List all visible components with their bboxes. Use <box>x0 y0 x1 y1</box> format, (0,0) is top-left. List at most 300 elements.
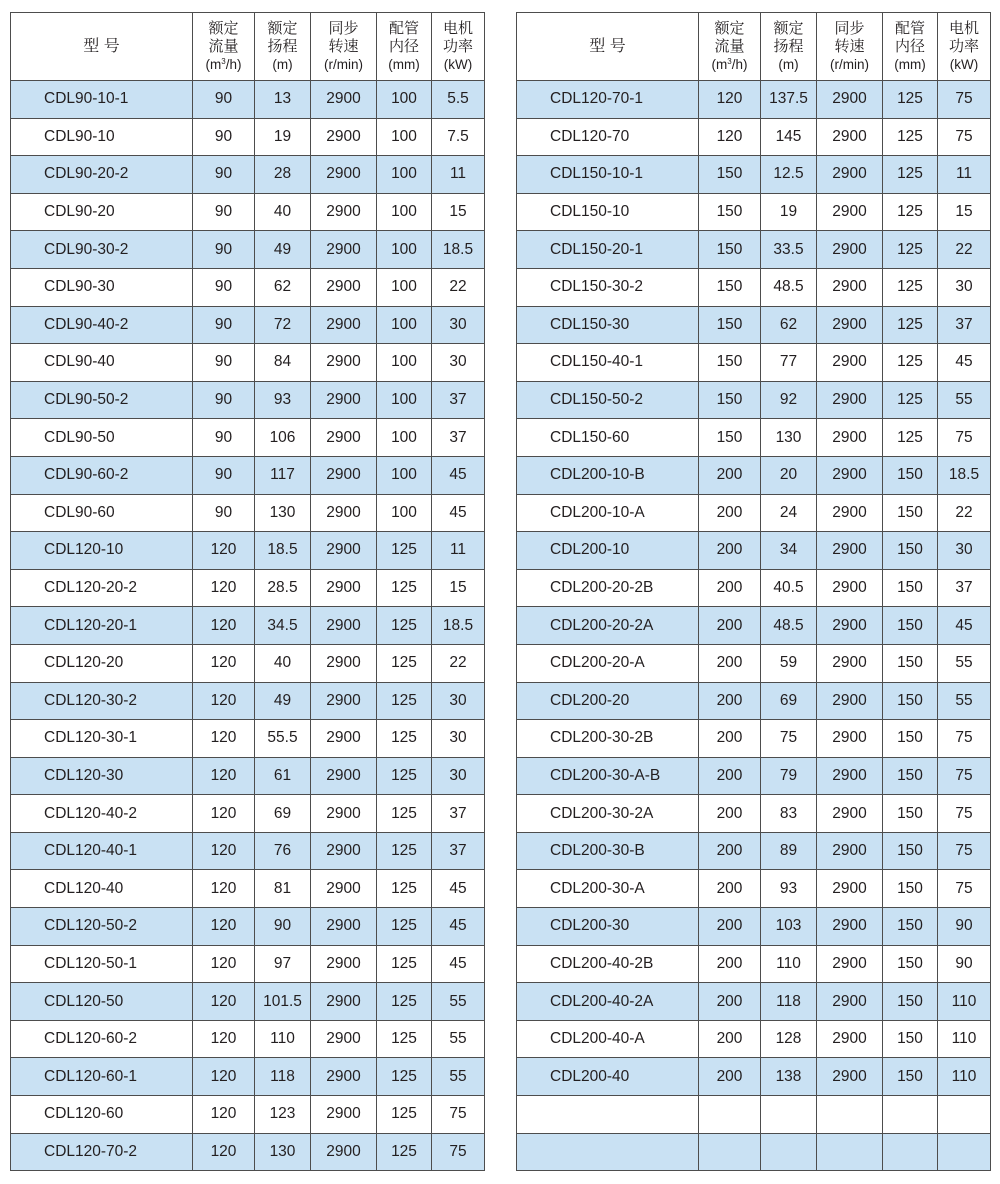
table-row <box>11 644 485 682</box>
cell-model: CDL120-60-2 <box>11 1020 193 1058</box>
table-row <box>517 419 991 457</box>
cell-model: CDL120-70-1 <box>517 81 699 119</box>
table-row <box>517 532 991 570</box>
table-row <box>11 1020 485 1058</box>
cell-pipe: 125 <box>377 1133 432 1171</box>
cell-speed: 2900 <box>817 344 883 382</box>
cell-pipe: 100 <box>377 494 432 532</box>
cell-power: 75 <box>432 1096 485 1134</box>
table-row <box>11 720 485 758</box>
cell-head: 106 <box>255 419 311 457</box>
cell-speed: 2900 <box>817 231 883 269</box>
cell-model: CDL200-30 <box>517 908 699 946</box>
cell-power: 75 <box>938 81 991 119</box>
cell-head: 24 <box>761 494 817 532</box>
cell-speed: 2900 <box>311 419 377 457</box>
cell-flow: 120 <box>193 532 255 570</box>
cell-flow: 150 <box>699 344 761 382</box>
cell-pipe: 150 <box>883 870 938 908</box>
cell-head: 79 <box>761 757 817 795</box>
cell-head: 97 <box>255 945 311 983</box>
header-speed: 同步 转速 (r/min) <box>817 13 883 81</box>
table-row <box>517 456 991 494</box>
cell-model: CDL200-30-A-B <box>517 757 699 795</box>
cell-power: 45 <box>432 908 485 946</box>
cell-speed: 2900 <box>311 118 377 156</box>
cell-speed: 2900 <box>311 1133 377 1171</box>
cell-pipe: 125 <box>377 682 432 720</box>
cell-flow: 120 <box>699 118 761 156</box>
cell-speed: 2900 <box>817 757 883 795</box>
cell-power: 15 <box>938 193 991 231</box>
table-row <box>517 231 991 269</box>
cell-model: CDL120-30 <box>11 757 193 795</box>
cell-speed: 2900 <box>311 1058 377 1096</box>
cell-flow: 200 <box>699 532 761 570</box>
cell-speed: 2900 <box>817 494 883 532</box>
table-row <box>11 81 485 119</box>
cell-flow: 90 <box>193 81 255 119</box>
cell-head: 20 <box>761 456 817 494</box>
cell-speed <box>817 1133 883 1171</box>
cell-model: CDL200-10 <box>517 532 699 570</box>
cell-flow: 200 <box>699 682 761 720</box>
cell-power: 18.5 <box>938 456 991 494</box>
cell-pipe <box>883 1133 938 1171</box>
cell-flow: 120 <box>193 1058 255 1096</box>
cell-pipe: 150 <box>883 757 938 795</box>
cell-speed: 2900 <box>817 569 883 607</box>
cell-speed: 2900 <box>817 306 883 344</box>
cell-model: CDL120-50-2 <box>11 908 193 946</box>
cell-power: 22 <box>432 268 485 306</box>
cell-pipe: 125 <box>883 419 938 457</box>
cell-speed: 2900 <box>817 682 883 720</box>
cell-head: 40.5 <box>761 569 817 607</box>
table-row <box>517 795 991 833</box>
cell-speed: 2900 <box>311 795 377 833</box>
table-row <box>11 306 485 344</box>
cell-flow: 200 <box>699 456 761 494</box>
cell-head: 103 <box>761 908 817 946</box>
cell-flow: 200 <box>699 983 761 1021</box>
cell-speed: 2900 <box>817 156 883 194</box>
cell-flow: 120 <box>193 832 255 870</box>
cell-flow: 90 <box>193 456 255 494</box>
cell-model: CDL120-20 <box>11 644 193 682</box>
cell-head: 49 <box>255 682 311 720</box>
cell-speed: 2900 <box>311 344 377 382</box>
cell-pipe: 150 <box>883 494 938 532</box>
header-head: 额定 扬程 (m) <box>761 13 817 81</box>
cell-pipe: 125 <box>883 156 938 194</box>
cell-model: CDL200-20-2A <box>517 607 699 645</box>
cell-head: 12.5 <box>761 156 817 194</box>
cell-head: 69 <box>761 682 817 720</box>
cell-power <box>938 1096 991 1134</box>
cell-flow <box>699 1133 761 1171</box>
cell-pipe: 150 <box>883 569 938 607</box>
cell-speed: 2900 <box>817 381 883 419</box>
table-row <box>11 908 485 946</box>
cell-model: CDL120-20-1 <box>11 607 193 645</box>
cell-speed: 2900 <box>311 1020 377 1058</box>
cell-model: CDL200-20-2B <box>517 569 699 607</box>
cell-pipe: 150 <box>883 795 938 833</box>
table-row <box>11 682 485 720</box>
cell-head: 48.5 <box>761 268 817 306</box>
cell-pipe: 125 <box>883 231 938 269</box>
cell-flow: 200 <box>699 757 761 795</box>
cell-model: CDL150-50-2 <box>517 381 699 419</box>
table-row <box>517 118 991 156</box>
cell-head: 40 <box>255 193 311 231</box>
table-row <box>517 344 991 382</box>
cell-head: 76 <box>255 832 311 870</box>
cell-pipe: 125 <box>377 644 432 682</box>
table-row <box>517 983 991 1021</box>
cell-pipe: 150 <box>883 832 938 870</box>
cell-speed: 2900 <box>817 532 883 570</box>
table-row <box>11 1096 485 1134</box>
cell-model: CDL200-20-A <box>517 644 699 682</box>
cell-head: 137.5 <box>761 81 817 119</box>
cell-pipe: 100 <box>377 344 432 382</box>
table-row <box>11 193 485 231</box>
table-row <box>11 494 485 532</box>
cell-head: 118 <box>255 1058 311 1096</box>
cell-flow: 200 <box>699 607 761 645</box>
header-flow: 额定 流量 $(m^3/h)$ <box>699 13 761 81</box>
cell-flow: 90 <box>193 344 255 382</box>
cell-speed: 2900 <box>817 908 883 946</box>
cell-pipe: 125 <box>883 193 938 231</box>
cell-power: 18.5 <box>432 231 485 269</box>
cell-flow: 120 <box>193 795 255 833</box>
cell-flow: 90 <box>193 381 255 419</box>
cell-pipe: 100 <box>377 193 432 231</box>
table-row <box>11 607 485 645</box>
cell-model: CDL200-30-A <box>517 870 699 908</box>
cell-flow: 200 <box>699 945 761 983</box>
table-row <box>517 720 991 758</box>
cell-speed: 2900 <box>817 81 883 119</box>
header-head: 额定 扬程 (m) <box>255 13 311 81</box>
cell-speed: 2900 <box>311 381 377 419</box>
cell-power: 55 <box>938 381 991 419</box>
cell-flow: 90 <box>193 156 255 194</box>
cell-head: 93 <box>255 381 311 419</box>
cell-pipe: 125 <box>377 945 432 983</box>
cell-pipe: 125 <box>377 720 432 758</box>
cell-model: CDL150-10 <box>517 193 699 231</box>
cell-speed: 2900 <box>311 682 377 720</box>
cell-pipe: 150 <box>883 908 938 946</box>
table-row <box>517 306 991 344</box>
cell-head: 101.5 <box>255 983 311 1021</box>
cell-power: 15 <box>432 193 485 231</box>
cell-flow: 90 <box>193 118 255 156</box>
cell-power: 75 <box>938 795 991 833</box>
cell-pipe: 100 <box>377 306 432 344</box>
cell-pipe: 100 <box>377 381 432 419</box>
cell-head: 93 <box>761 870 817 908</box>
table-body-right <box>517 81 991 1171</box>
cell-power: 45 <box>432 456 485 494</box>
cell-model: CDL120-30-1 <box>11 720 193 758</box>
cell-model: CDL120-60 <box>11 1096 193 1134</box>
cell-speed: 2900 <box>311 81 377 119</box>
cell-power: 45 <box>938 344 991 382</box>
cell-head: 81 <box>255 870 311 908</box>
table-row <box>517 607 991 645</box>
cell-speed: 2900 <box>311 156 377 194</box>
cell-model: CDL150-30 <box>517 306 699 344</box>
table-row <box>11 945 485 983</box>
cell-power: 18.5 <box>432 607 485 645</box>
cell-pipe: 100 <box>377 456 432 494</box>
cell-model: CDL90-60 <box>11 494 193 532</box>
cell-pipe: 100 <box>377 81 432 119</box>
table-row <box>11 381 485 419</box>
cell-head: 110 <box>761 945 817 983</box>
cell-model: CDL200-40-2A <box>517 983 699 1021</box>
cell-power: 30 <box>938 268 991 306</box>
cell-flow: 90 <box>193 494 255 532</box>
cell-head: 40 <box>255 644 311 682</box>
cell-model: CDL200-10-A <box>517 494 699 532</box>
cell-model: CDL120-10 <box>11 532 193 570</box>
cell-pipe: 125 <box>377 569 432 607</box>
cell-power: 37 <box>432 419 485 457</box>
table-header-row <box>11 13 485 81</box>
cell-speed: 2900 <box>817 268 883 306</box>
cell-power: 75 <box>938 720 991 758</box>
cell-model: CDL120-70-2 <box>11 1133 193 1171</box>
cell-flow: 90 <box>193 306 255 344</box>
cell-flow: 120 <box>193 607 255 645</box>
cell-flow: 150 <box>699 156 761 194</box>
cell-model: CDL200-40 <box>517 1058 699 1096</box>
cell-power: 45 <box>432 945 485 983</box>
table-row <box>517 682 991 720</box>
cell-power: 37 <box>432 795 485 833</box>
cell-power: 55 <box>432 1058 485 1096</box>
cell-pipe: 150 <box>883 720 938 758</box>
cell-pipe: 150 <box>883 945 938 983</box>
cell-power: 37 <box>432 832 485 870</box>
cell-pipe: 100 <box>377 268 432 306</box>
table-row <box>517 870 991 908</box>
cell-model: CDL150-10-1 <box>517 156 699 194</box>
cell-head: 77 <box>761 344 817 382</box>
cell-flow: 200 <box>699 1058 761 1096</box>
cell-power: 7.5 <box>432 118 485 156</box>
cell-flow: 90 <box>193 193 255 231</box>
cell-head: 138 <box>761 1058 817 1096</box>
cell-speed: 2900 <box>311 1096 377 1134</box>
header-flow: 额定 流量 $(m^3/h)$ <box>193 13 255 81</box>
cell-model: CDL200-40-A <box>517 1020 699 1058</box>
cell-model: CDL150-40-1 <box>517 344 699 382</box>
cell-flow: 90 <box>193 419 255 457</box>
cell-power: 37 <box>432 381 485 419</box>
cell-speed: 2900 <box>311 193 377 231</box>
cell-model: CDL90-30 <box>11 268 193 306</box>
cell-pipe: 150 <box>883 1058 938 1096</box>
cell-speed: 2900 <box>817 193 883 231</box>
cell-speed: 2900 <box>817 720 883 758</box>
table-row <box>517 81 991 119</box>
table-row <box>11 532 485 570</box>
table-row <box>11 456 485 494</box>
cell-head: 110 <box>255 1020 311 1058</box>
cell-power: 55 <box>432 1020 485 1058</box>
cell-pipe: 100 <box>377 231 432 269</box>
cell-flow <box>699 1096 761 1134</box>
cell-head: 28 <box>255 156 311 194</box>
table-row <box>517 908 991 946</box>
cell-flow: 120 <box>193 870 255 908</box>
cell-flow: 200 <box>699 832 761 870</box>
cell-flow: 200 <box>699 569 761 607</box>
cell-head: 123 <box>255 1096 311 1134</box>
table-row <box>517 1096 991 1134</box>
cell-head: 62 <box>255 268 311 306</box>
cell-head: 62 <box>761 306 817 344</box>
cell-model: CDL200-40-2B <box>517 945 699 983</box>
cell-power: 110 <box>938 1020 991 1058</box>
spec-table-right <box>516 12 991 1171</box>
cell-power: 30 <box>432 682 485 720</box>
cell-speed: 2900 <box>311 832 377 870</box>
cell-head: 72 <box>255 306 311 344</box>
cell-flow: 120 <box>193 983 255 1021</box>
table-row <box>517 1133 991 1171</box>
cell-power: 30 <box>938 532 991 570</box>
cell-flow: 150 <box>699 193 761 231</box>
header-model: 型 号 <box>11 13 193 81</box>
cell-speed <box>817 1096 883 1134</box>
cell-speed: 2900 <box>311 644 377 682</box>
cell-power: 11 <box>938 156 991 194</box>
cell-model: CDL120-50 <box>11 983 193 1021</box>
cell-power: 55 <box>432 983 485 1021</box>
cell-model: CDL120-40-2 <box>11 795 193 833</box>
table-row <box>11 268 485 306</box>
cell-model: CDL90-20-2 <box>11 156 193 194</box>
cell-power: 22 <box>938 231 991 269</box>
cell-model: CDL90-10-1 <box>11 81 193 119</box>
table-row <box>11 231 485 269</box>
cell-model: CDL120-30-2 <box>11 682 193 720</box>
cell-pipe: 125 <box>377 607 432 645</box>
table-row <box>11 870 485 908</box>
table-row <box>517 494 991 532</box>
cell-speed: 2900 <box>311 983 377 1021</box>
cell-speed: 2900 <box>817 945 883 983</box>
cell-speed: 2900 <box>311 268 377 306</box>
cell-model: CDL90-20 <box>11 193 193 231</box>
cell-head: 128 <box>761 1020 817 1058</box>
cell-head: 13 <box>255 81 311 119</box>
cell-power: 55 <box>938 682 991 720</box>
header-model: 型 号 <box>517 13 699 81</box>
table-header-row <box>517 13 991 81</box>
cell-power: 90 <box>938 908 991 946</box>
cell-speed: 2900 <box>311 456 377 494</box>
cell-flow: 150 <box>699 419 761 457</box>
cell-head: 69 <box>255 795 311 833</box>
cell-speed: 2900 <box>311 569 377 607</box>
cell-flow: 200 <box>699 870 761 908</box>
table-row <box>517 381 991 419</box>
table-row <box>517 1058 991 1096</box>
cell-pipe: 125 <box>377 757 432 795</box>
table-row <box>517 757 991 795</box>
header-power: 电机 功率 (kW) <box>432 13 485 81</box>
cell-head: 61 <box>255 757 311 795</box>
table-row <box>11 832 485 870</box>
cell-power: 90 <box>938 945 991 983</box>
cell-pipe: 150 <box>883 983 938 1021</box>
cell-head: 130 <box>761 419 817 457</box>
cell-speed: 2900 <box>817 644 883 682</box>
cell-head: 34.5 <box>255 607 311 645</box>
cell-head: 90 <box>255 908 311 946</box>
cell-head: 19 <box>255 118 311 156</box>
cell-head: 19 <box>761 193 817 231</box>
cell-power: 5.5 <box>432 81 485 119</box>
cell-model: CDL120-60-1 <box>11 1058 193 1096</box>
cell-model: CDL90-40 <box>11 344 193 382</box>
cell-power <box>938 1133 991 1171</box>
table-row <box>517 644 991 682</box>
table-body-left <box>11 81 485 1171</box>
cell-pipe: 125 <box>883 81 938 119</box>
cell-pipe: 150 <box>883 456 938 494</box>
cell-head: 145 <box>761 118 817 156</box>
cell-pipe: 125 <box>377 795 432 833</box>
cell-speed: 2900 <box>817 832 883 870</box>
cell-head <box>761 1096 817 1134</box>
cell-speed: 2900 <box>311 494 377 532</box>
cell-model: CDL150-20-1 <box>517 231 699 269</box>
cell-power: 30 <box>432 306 485 344</box>
cell-pipe: 125 <box>377 1058 432 1096</box>
cell-pipe: 125 <box>377 908 432 946</box>
cell-model: CDL120-40-1 <box>11 832 193 870</box>
cell-pipe: 125 <box>883 118 938 156</box>
cell-power: 55 <box>938 644 991 682</box>
cell-flow: 200 <box>699 494 761 532</box>
table-row <box>517 832 991 870</box>
cell-power: 45 <box>938 607 991 645</box>
cell-model: CDL120-40 <box>11 870 193 908</box>
cell-model: CDL200-30-B <box>517 832 699 870</box>
cell-flow: 120 <box>193 569 255 607</box>
cell-pipe: 125 <box>377 532 432 570</box>
cell-speed: 2900 <box>311 757 377 795</box>
cell-power: 22 <box>432 644 485 682</box>
cell-pipe: 125 <box>883 344 938 382</box>
cell-pipe: 125 <box>377 832 432 870</box>
cell-flow: 120 <box>193 757 255 795</box>
table-row <box>11 757 485 795</box>
cell-head: 55.5 <box>255 720 311 758</box>
cell-speed: 2900 <box>311 945 377 983</box>
cell-power: 37 <box>938 569 991 607</box>
